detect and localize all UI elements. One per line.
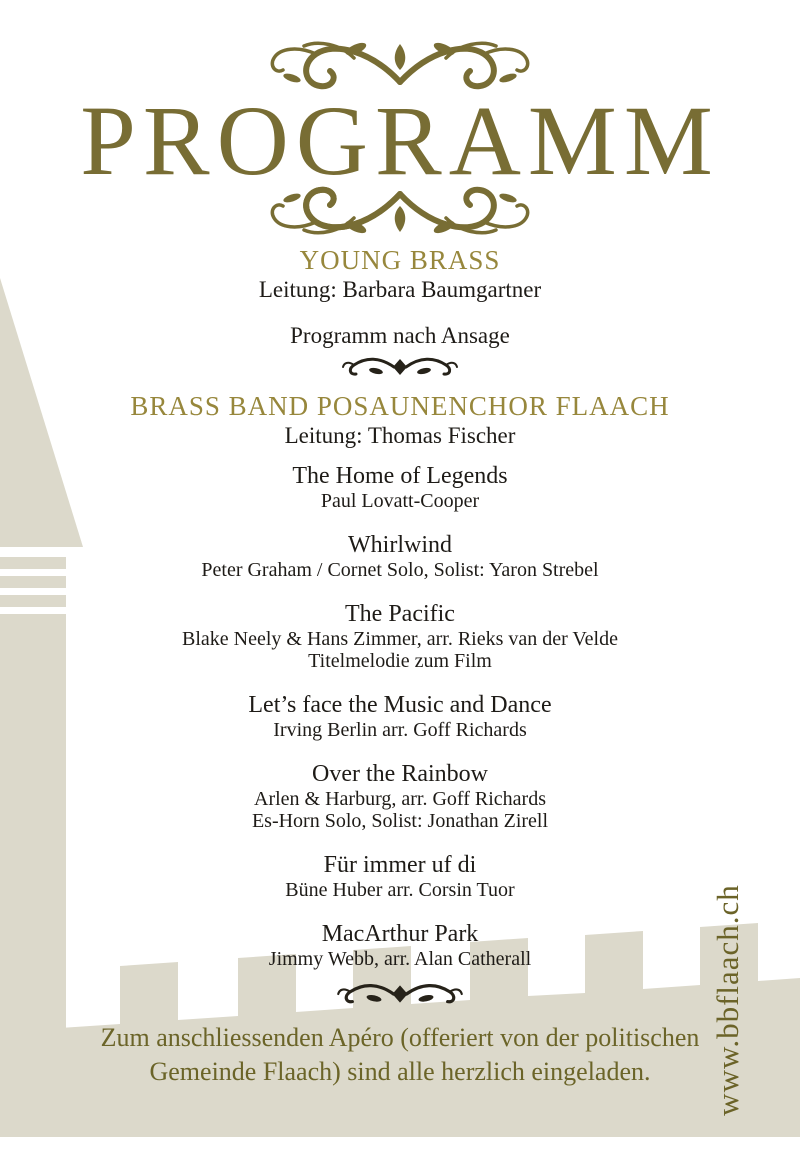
website-url-vertical: www.bbflaach.ch — [710, 884, 745, 1116]
piece-list — [0, 462, 800, 970]
list-item — [0, 920, 800, 970]
list-item — [0, 600, 800, 672]
piece-composer: Irving Berlin arr. Goff Richards — [273, 719, 527, 741]
page-title: PROGRAMM — [80, 85, 720, 196]
program-content — [0, 245, 800, 1089]
piece-composer: Peter Graham / Cornet Solo, Solist: Yaron Strebel — [201, 559, 599, 581]
closing-line-1: Zum anschliessenden Apéro (offeriert von der politischen — [100, 1023, 700, 1052]
piece-soloist: Es-Horn Solo, Solist: Jonathan Zirell — [251, 810, 549, 832]
list-item — [0, 691, 800, 741]
piece-title: Over the Rainbow — [312, 761, 488, 787]
piece-composer: Arlen & Harburg, arr. Goff Richards — [254, 788, 546, 810]
piece-composer: Büne Huber arr. Corsin Tuor — [285, 879, 515, 901]
small-scroll-flourish-icon — [340, 355, 460, 379]
conductor-young-brass: Leitung: Barbara Baumgartner — [258, 277, 542, 302]
list-item — [0, 760, 800, 832]
closing-line-2: Gemeinde Flaach) sind alle herzlich eingeladen. — [149, 1057, 651, 1086]
program-note: Programm nach Ansage — [290, 323, 510, 348]
leafy-scroll-ornament-icon — [250, 178, 550, 240]
divider-flourish-1 — [0, 355, 800, 379]
header-ornament-bottom — [0, 178, 800, 240]
list-item — [0, 531, 800, 581]
conductor-brass-band: Leitung: Thomas Fischer — [284, 423, 516, 448]
piece-title: The Pacific — [345, 601, 455, 627]
section-heading-brass-band: BRASS BAND POSAUNENCHOR FLAACH — [130, 391, 670, 421]
piece-title: Whirlwind — [348, 532, 452, 558]
piece-title: MacArthur Park — [321, 921, 479, 947]
list-item — [0, 462, 800, 512]
closing-invitation — [0, 1021, 800, 1089]
list-item — [0, 851, 800, 901]
divider-flourish-2 — [0, 981, 800, 1007]
piece-composer: Paul Lovatt-Cooper — [320, 490, 480, 512]
piece-composer: Blake Neely & Hans Zimmer, arr. Rieks van der Velde — [182, 628, 618, 650]
piece-title: Für immer uf di — [323, 852, 477, 878]
section-heading-young-brass: YOUNG BRASS — [299, 245, 501, 275]
piece-title: Let’s face the Music and Dance — [248, 692, 552, 718]
piece-composer: Jimmy Webb, arr. Alan Catherall — [268, 948, 532, 970]
piece-subtitle: Titelmelodie zum Film — [308, 650, 492, 672]
small-scroll-flourish-icon — [334, 981, 466, 1007]
piece-title: The Home of Legends — [292, 463, 508, 489]
